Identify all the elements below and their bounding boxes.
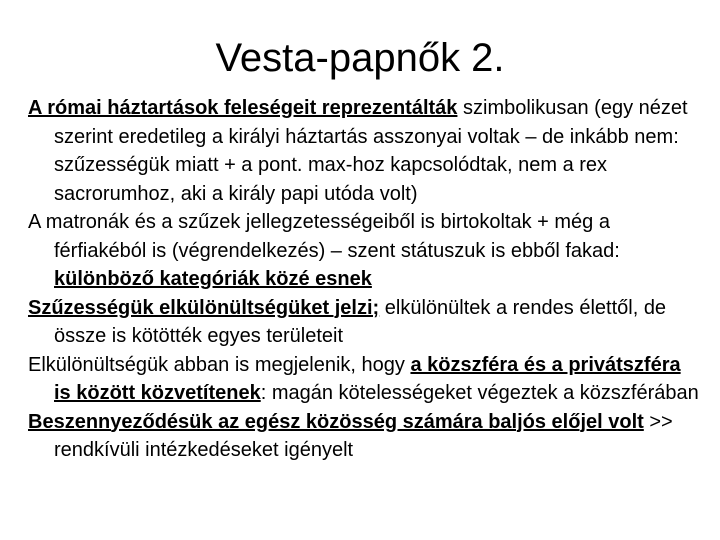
paragraph-1-emphasis: A római háztartások feleségeit reprezentálták xyxy=(28,97,458,119)
paragraph-4 xyxy=(28,351,700,408)
paragraph-3-text: elkülönültek a rendes élettől, de össze is kötötték egyes területeit xyxy=(54,296,667,347)
slide-title: Vesta-papnők 2. xyxy=(215,36,505,80)
paragraph-5-text: >> rendkívüli intézkedéseket igényelt xyxy=(54,410,673,461)
paragraph-5 xyxy=(28,408,700,465)
paragraph-5-emphasis: Beszennyeződésük az egész közösség számára baljós előjel volt xyxy=(28,410,644,433)
paragraph-4-emphasis: a közszféra és a privátszféra is között közvetítenek xyxy=(54,353,681,404)
paragraph-1 xyxy=(28,94,700,208)
paragraph-4-tail: : magán kötelességeket végeztek a közszférában xyxy=(260,382,699,404)
paragraph-4-text: Elkülönültségük abban is megjelenik, hogy xyxy=(28,353,411,376)
slide-body xyxy=(28,94,700,465)
paragraph-3-emphasis: Szűzességük elkülönültségüket jelzi; xyxy=(28,296,380,319)
paragraph-3 xyxy=(28,294,700,351)
paragraph-2 xyxy=(28,208,700,294)
paragraph-1-text: szimbolikusan (egy nézet szerint eredetileg a királyi háztartás asszonyai voltak – de inkább nem: szűzességük miatt + a pont. max-hoz kapcsolódtak, nem a rex sacrorumhoz, aki a király papi utóda volt) xyxy=(54,97,688,205)
paragraph-2-emphasis: különböző kategóriák közé esnek xyxy=(54,268,372,290)
paragraph-2-text: A matronák és a szűzek jellegzetességeiből is birtokoltak + még a férfiakéból is (végrendelkezés) – szent státuszuk is ebből fakad: xyxy=(28,211,620,262)
